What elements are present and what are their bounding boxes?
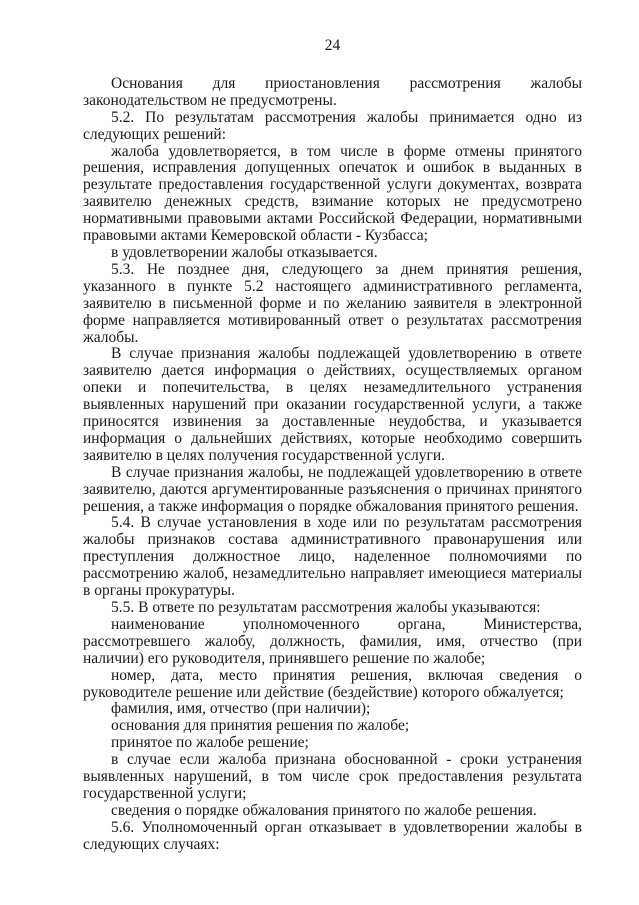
paragraph-satisfied-response: В случае признания жалобы подлежащей удовлетворению в ответе заявителю дается информация о действиях, осуществляемых органом опеки и попечительства, в целях незамедлительного устранения выявленных нарушений при оказании государственной услуги, а также приносятся извинения за доставленные неудобства, и указывается информация о дальнейших действиях, которые необходимо совершить заявителю в целях получения государственной услуги. — [83, 345, 582, 464]
list-item-elimination-terms: в случае если жалоба признана обоснованной - сроки устранения выявленных нарушений, в том числе срок предоставления результата государственной услуги; — [83, 751, 582, 802]
paragraph-5-3: 5.3. Не позднее дня, следующего за днем принятия решения, указанного в пункте 5.2 настоящего административного регламента, заявителю в письменной форме и по желанию заявителя в электронной форме направляется мотивированный ответ о результатах рассмотрения жалобы. — [83, 260, 582, 346]
page-number: 24 — [324, 37, 341, 54]
list-item-applicant-name: фамилия, имя, отчество (при наличии); — [111, 700, 371, 718]
list-item-decision-details: номер, дата, место принятия решения, включая сведения о руководителе решение или действие (бездействие) которого обжалуется; — [83, 666, 582, 701]
paragraph-5-5: 5.5. В ответе по результатам рассмотрения жалобы указываются: — [111, 599, 541, 616]
list-item-authority-name: наименование уполномоченного органа, Министерства, рассмотревшего жалобу, должность, фамилия, имя, отчество (при наличии) его руководителя, принявшего решение по жалобе; — [83, 615, 582, 667]
paragraph-5-4: 5.4. В случае установления в ходе или по результатам рассмотрения жалобы признаков состава административного правонарушения или преступления должностное лицо, наделенное полномочиями по рассмотрению жалоб, незамедлительно направляет имеющиеся материалы в органы прокуратуры. — [83, 514, 582, 600]
paragraph-complaint-satisfied: жалоба удовлетворяется, в том числе в форме отмены принятого решения, исправления допущенных опечаток и ошибок в выданных в результате предоставления государственной услуги документах, возврата заявителю денежных средств, взимание которых не предусмотрено нормативными правовыми актами Российской Федерации, нормативными правовыми актами Кемеровской области - Кузбасса; — [83, 142, 582, 245]
paragraph-suspension-grounds: Основания для приостановления рассмотрения жалобы законодательством не предусмотрены. — [83, 74, 582, 109]
list-item-appeal-procedure: сведения о порядке обжалования принятого по жалобе решения. — [111, 801, 537, 819]
list-item-decision-taken: принятое по жалобе решение; — [111, 734, 309, 752]
list-item-decision-grounds: основания для принятия решения по жалобе; — [111, 717, 410, 735]
paragraph-complaint-rejected: в удовлетворении жалобы отказывается. — [111, 243, 378, 261]
paragraph-5-6: 5.6. Уполномоченный орган отказывает в удовлетворении жалобы в следующих случаях: — [83, 818, 582, 853]
paragraph-rejected-response: В случае признания жалобы, не подлежащей удовлетворению в ответе заявителю, даются аргументированные разъяснения о причинах принятого решения, а также информация о порядке обжалования принятого решения. — [83, 463, 582, 515]
paragraph-5-2: 5.2. По результатам рассмотрения жалобы принимается одно из следующих решений: — [83, 108, 582, 143]
